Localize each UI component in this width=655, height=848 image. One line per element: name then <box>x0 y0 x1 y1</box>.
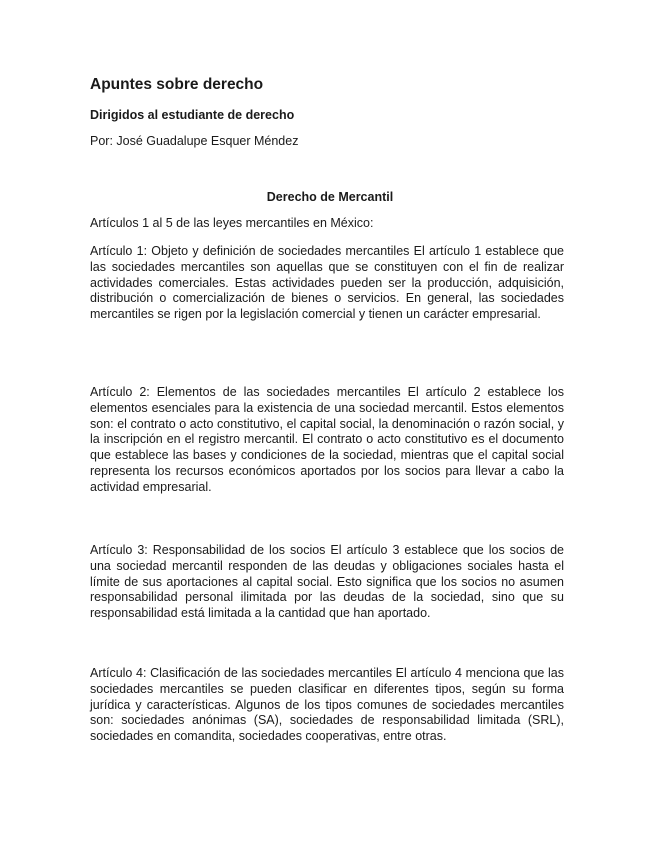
author-line: Por: José Guadalupe Esquer Méndez <box>90 134 299 148</box>
paragraph-articulo-2: Artículo 2: Elementos de las sociedades mercantiles El artículo 2 establece los elementos esenciales para la existencia de una sociedad mercantil. Estos elementos son: el contrato o acto constitutivo, el capital social, la denominación o razón social, y la inscripción en el registro mercantil. El contrato o acto constitutivo es el documento que establece las bases y condiciones de la sociedad, mientras que el capital social representa los recursos económicos aportados por los socios para llevar a cabo la actividad empresarial. <box>90 385 564 494</box>
section-heading: Derecho de Mercantil <box>266 190 394 204</box>
paragraph-articulo-3: Artículo 3: Responsabilidad de los socios El artículo 3 establece que los socios de una sociedad mercantil responden de las deudas y obligaciones sociales hasta el límite de sus aportaciones al capital social. Esto significa que los socios no asumen responsabilidad personal ilimitada por las deudas de la sociedad, sino que su responsabilidad está limitada a la cantidad que han aportado. <box>90 543 564 621</box>
paragraph-articulo-4: Artículo 4: Clasificación de las sociedades mercantiles El artículo 4 menciona que las sociedades mercantiles se pueden clasificar en diferentes tipos, según su forma jurídica y características. Algunos de los tipos comunes de sociedades mercantiles son: sociedades anónimas (SA), sociedades de responsabilidad limitada (SRL), sociedades en comandita, sociedades cooperativas, entre otras. <box>90 666 564 744</box>
intro-line: Artículos 1 al 5 de las leyes mercantiles en México: <box>90 216 374 230</box>
document-subtitle: Dirigidos al estudiante de derecho <box>90 108 295 122</box>
paragraph-articulo-1: Artículo 1: Objeto y definición de sociedades mercantiles El artículo 1 establece que las sociedades mercantiles son aquellas que se constituyen con el fin de realizar actividades comerciales. Estas actividades pueden ser la producción, adquisición, distribución o comercialización de bienes o servicios. En general, las sociedades mercantiles se rigen por la legislación comercial y tienen un carácter empresarial. <box>90 244 564 322</box>
document-title: Apuntes sobre derecho <box>90 76 264 93</box>
